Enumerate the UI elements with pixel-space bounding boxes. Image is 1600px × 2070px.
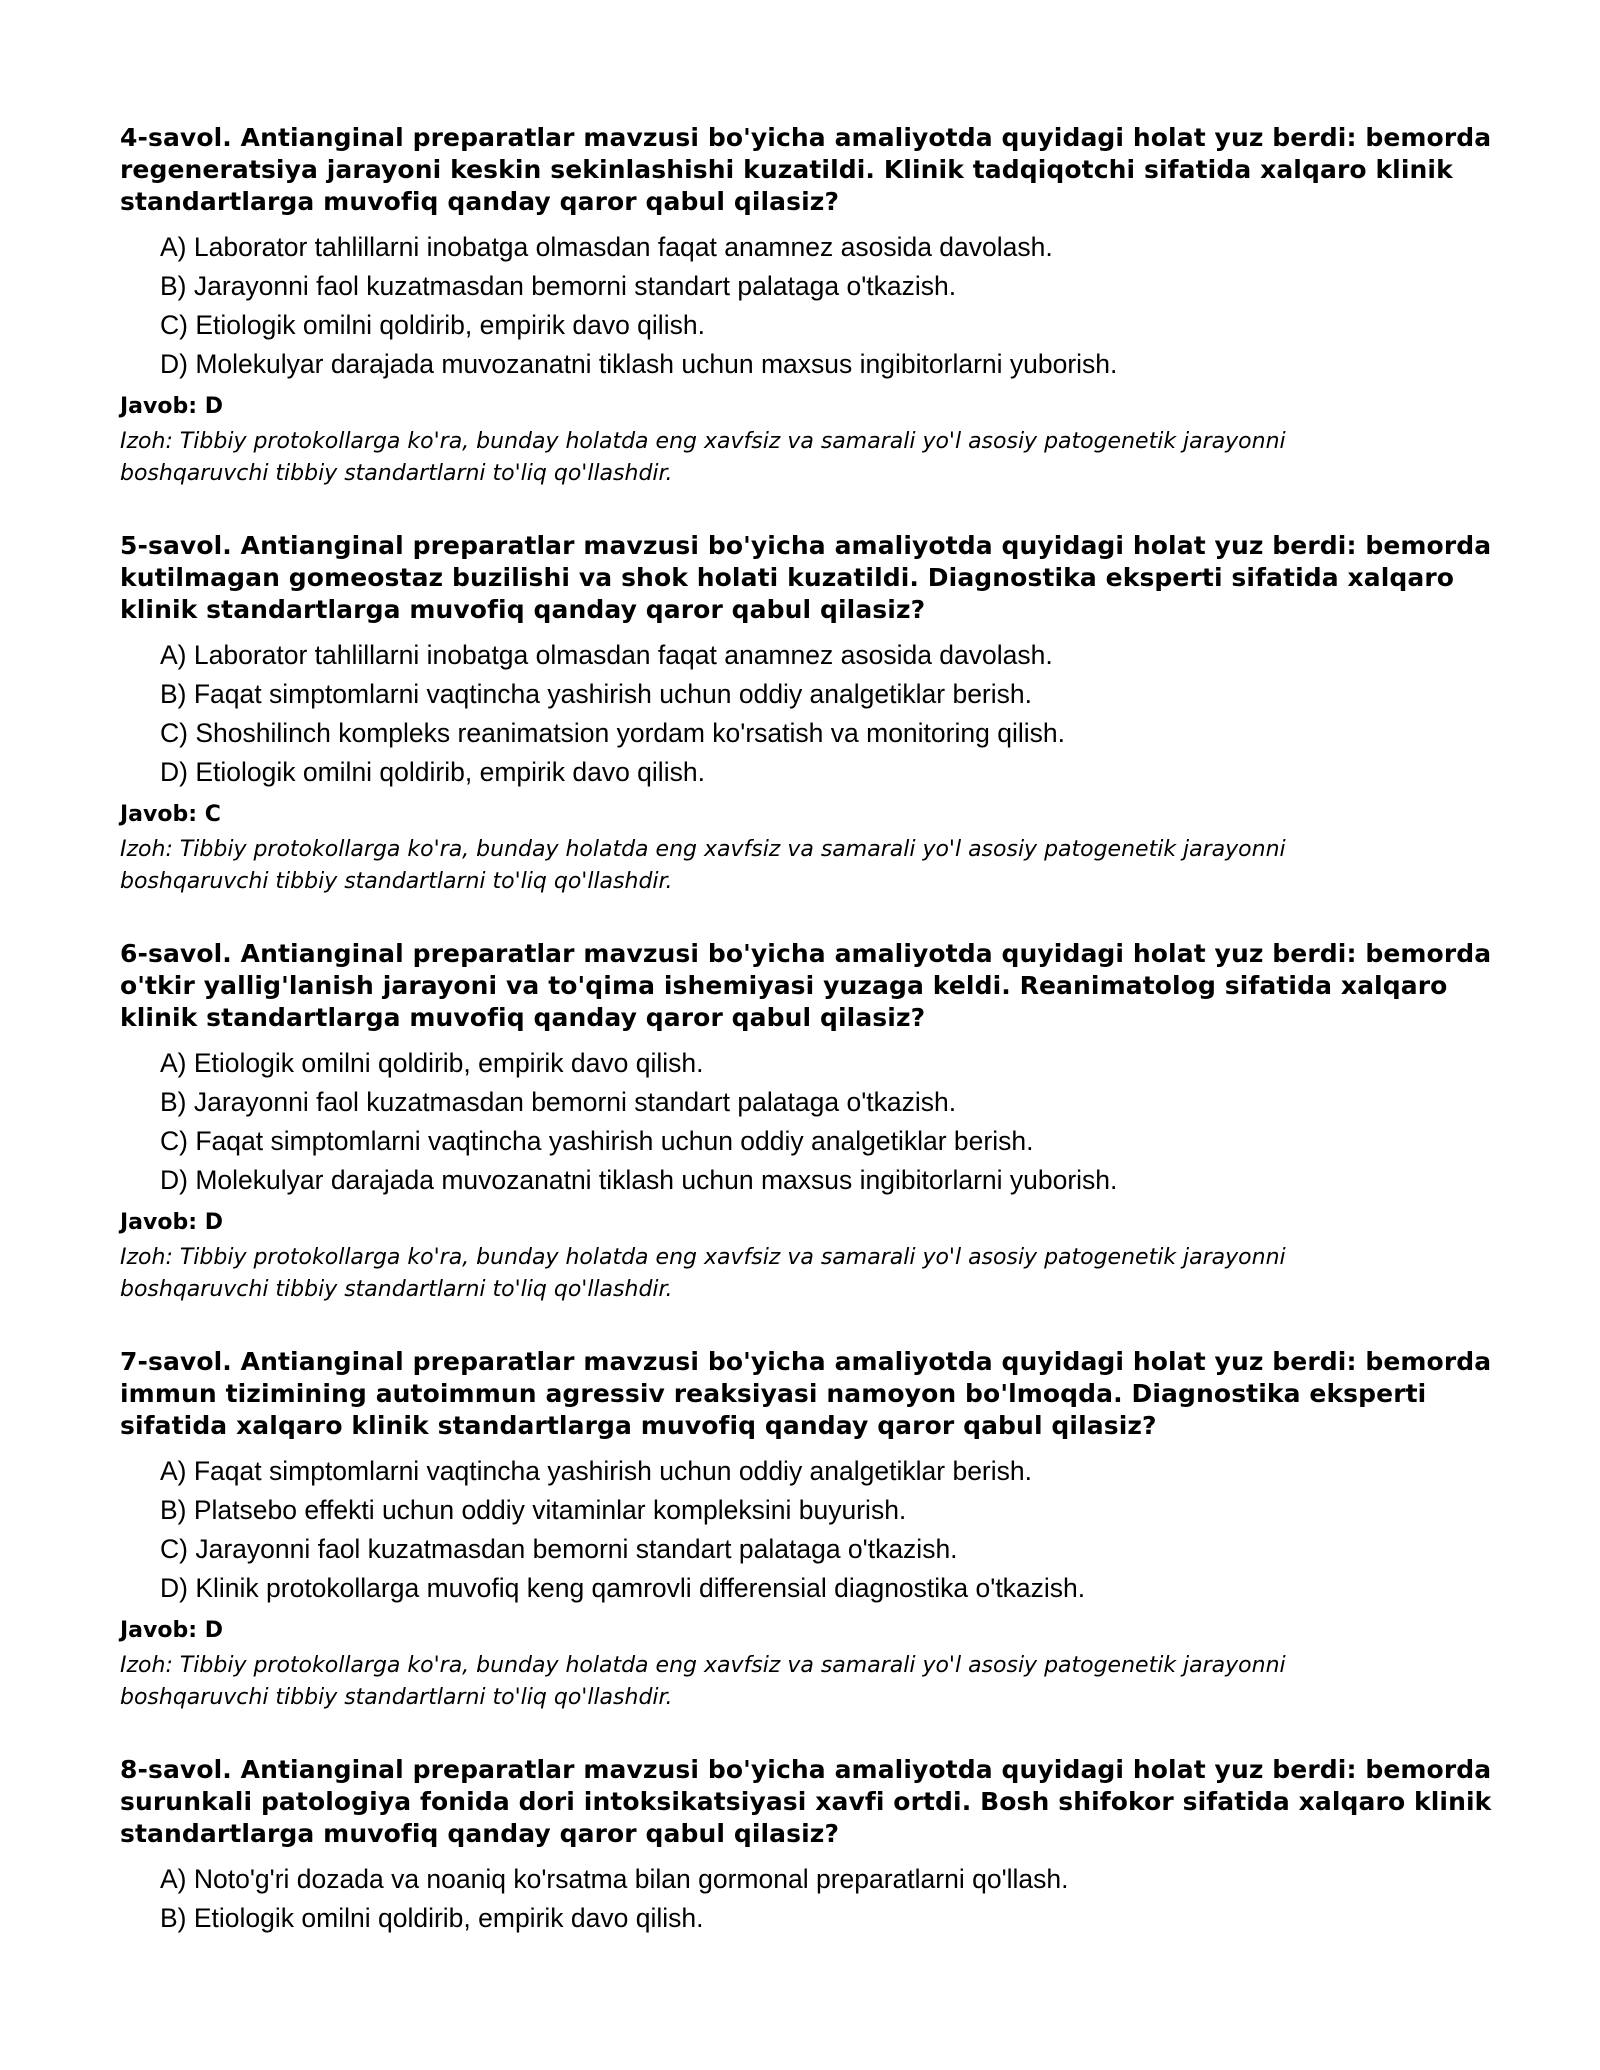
question-text: 6-savol. Antianginal preparatlar mavzusi bo'yicha amaliyotda quyidagi holat yuz berdi: bemorda o'tkir yallig'lanish jarayoni va to'qima ishemiyasi yuzaga keldi. Reanimatolog sifatida xalqaro klinik standartlarga muvofiq qanday qaror qabul qilasiz? [120, 939, 1492, 1032]
explanation-note: Izoh: Tibbiy protokollarga ko'ra, bunday holatda eng xavfsiz va samarali yo'l asosiy patogenetik jarayonni boshqaruvchi tibbiy standartlarni to'liq qo'llashdir. [120, 1245, 1286, 1302]
option-d: D) Molekulyar darajada muvozanatni tiklash uchun maxsus ingibitorlarni yuborish. [160, 349, 1118, 379]
option-c: C) Jarayonni faol kuzatmasdan bemorni standart palataga o'tkazish. [160, 1534, 958, 1564]
question-block-6 [120, 938, 1500, 1306]
option-c: C) Faqat simptomlarni vaqtincha yashirish uchun oddiy analgetiklar berish. [160, 1126, 1034, 1156]
answer-label: Javob: C [120, 802, 221, 827]
option-b: B) Jarayonni faol kuzatmasdan bemorni standart palataga o'tkazish. [160, 1087, 957, 1117]
question-block-4 [120, 122, 1500, 490]
document-page [120, 122, 1500, 1978]
option-c: C) Etiologik omilni qoldirib, empirik davo qilish. [160, 310, 705, 340]
explanation-note: Izoh: Tibbiy protokollarga ko'ra, bunday holatda eng xavfsiz va samarali yo'l asosiy patogenetik jarayonni boshqaruvchi tibbiy standartlarni to'liq qo'llashdir. [120, 429, 1286, 486]
option-a: A) Etiologik omilni qoldirib, empirik davo qilish. [160, 1048, 704, 1078]
option-a: A) Laborator tahlillarni inobatga olmasdan faqat anamnez asosida davolash. [160, 640, 1053, 670]
option-c: C) Shoshilinch kompleks reanimatsion yordam ko'rsatish va monitoring qilish. [160, 718, 1065, 748]
explanation-note: Izoh: Tibbiy protokollarga ko'ra, bunday holatda eng xavfsiz va samarali yo'l asosiy patogenetik jarayonni boshqaruvchi tibbiy standartlarni to'liq qo'llashdir. [120, 1653, 1286, 1710]
option-d: D) Klinik protokollarga muvofiq keng qamrovli differensial diagnostika o'tkazish. [160, 1573, 1086, 1603]
answer-options [120, 1044, 1500, 1200]
answer-options [120, 1860, 1500, 1938]
answer-options [120, 1452, 1500, 1608]
answer-options [120, 228, 1500, 384]
option-a: A) Faqat simptomlarni vaqtincha yashirish uchun oddiy analgetiklar berish. [160, 1456, 1032, 1486]
question-block-5 [120, 530, 1500, 898]
answer-label: Javob: D [120, 1210, 223, 1235]
answer-options [120, 636, 1500, 792]
option-d: D) Molekulyar darajada muvozanatni tiklash uchun maxsus ingibitorlarni yuborish. [160, 1165, 1118, 1195]
option-b: B) Etiologik omilni qoldirib, empirik davo qilish. [160, 1903, 704, 1933]
option-a: A) Laborator tahlillarni inobatga olmasdan faqat anamnez asosida davolash. [160, 232, 1053, 262]
question-block-8 [120, 1754, 1500, 1938]
option-d: D) Etiologik omilni qoldirib, empirik davo qilish. [160, 757, 705, 787]
option-b: B) Platsebo effekti uchun oddiy vitaminlar kompleksini buyurish. [160, 1495, 907, 1525]
question-block-7 [120, 1346, 1500, 1714]
question-text: 5-savol. Antianginal preparatlar mavzusi bo'yicha amaliyotda quyidagi holat yuz berdi: bemorda kutilmagan gomeostaz buzilishi va shok holati kuzatildi. Diagnostika eksperti sifatida xalqaro klinik standartlarga muvofiq qanday qaror qabul qilasiz? [120, 531, 1492, 624]
explanation-note: Izoh: Tibbiy protokollarga ko'ra, bunday holatda eng xavfsiz va samarali yo'l asosiy patogenetik jarayonni boshqaruvchi tibbiy standartlarni to'liq qo'llashdir. [120, 837, 1286, 894]
option-a: A) Noto'g'ri dozada va noaniq ko'rsatma bilan gormonal preparatlarni qo'llash. [160, 1864, 1069, 1894]
question-text: 8-savol. Antianginal preparatlar mavzusi bo'yicha amaliyotda quyidagi holat yuz berdi: bemorda surunkali patologiya fonida dori intoksikatsiyasi xavfi ortdi. Bosh shifokor sifatida xalqaro klinik standartlarga muvofiq qanday qaror qabul qilasiz? [120, 1755, 1492, 1848]
question-text: 4-savol. Antianginal preparatlar mavzusi bo'yicha amaliyotda quyidagi holat yuz berdi: bemorda regeneratsiya jarayoni keskin sekinlashishi kuzatildi. Klinik tadqiqotchi sifatida xalqaro klinik standartlarga muvofiq qanday qaror qabul qilasiz? [120, 123, 1492, 216]
answer-label: Javob: D [120, 1618, 223, 1643]
option-b: B) Jarayonni faol kuzatmasdan bemorni standart palataga o'tkazish. [160, 271, 957, 301]
option-b: B) Faqat simptomlarni vaqtincha yashirish uchun oddiy analgetiklar berish. [160, 679, 1032, 709]
answer-label: Javob: D [120, 394, 223, 419]
question-text: 7-savol. Antianginal preparatlar mavzusi bo'yicha amaliyotda quyidagi holat yuz berdi: bemorda immun tizimining autoimmun agressiv reaksiyasi namoyon bo'lmoqda. Diagnostika eksperti sifatida xalqaro klinik standartlarga muvofiq qanday qaror qabul qilasiz? [120, 1347, 1492, 1440]
